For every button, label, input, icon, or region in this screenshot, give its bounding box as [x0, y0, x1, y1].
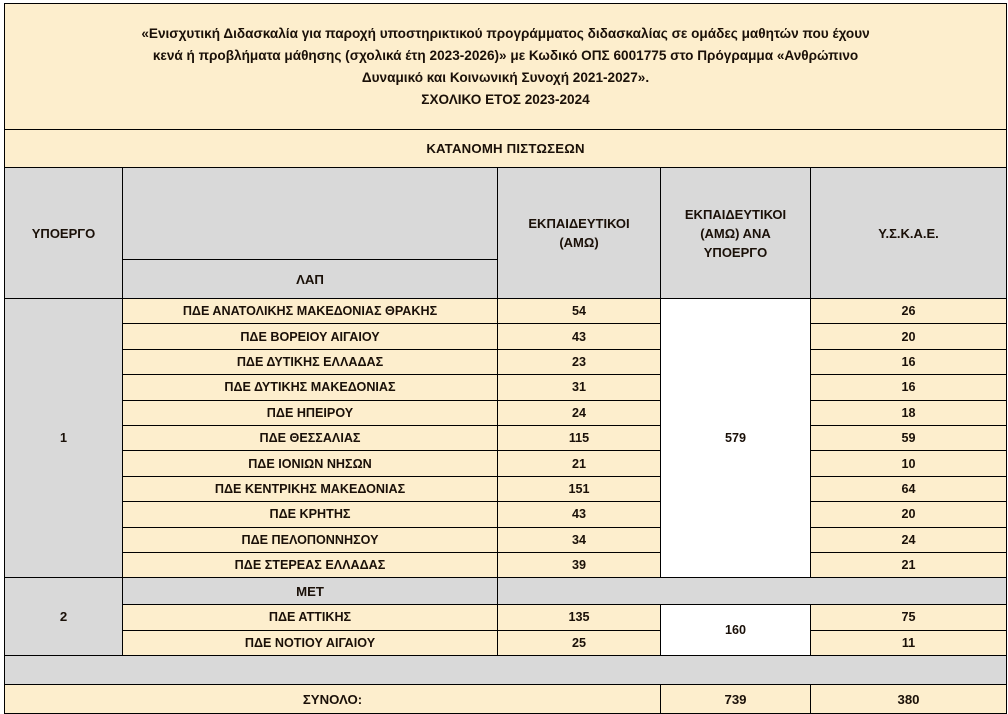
subtotal-amo-1: 579 [661, 299, 811, 578]
region-name: ΠΔΕ ΒΟΡΕΙΟΥ ΑΙΓΑΙΟΥ [123, 324, 498, 349]
table-row [5, 375, 1007, 400]
region-name: ΠΔΕ ΗΠΕΙΡΟΥ [123, 400, 498, 425]
group-label-met: ΜΕΤ [123, 578, 498, 605]
table-row [5, 451, 1007, 476]
amo-value: 31 [498, 375, 661, 400]
total-yskae: 380 [811, 685, 1007, 714]
table-body [5, 4, 1007, 714]
total-amo: 739 [661, 685, 811, 714]
region-name: ΠΔΕ ΚΕΝΤΡΙΚΗΣ ΜΑΚΕΔΟΝΙΑΣ [123, 476, 498, 501]
title-row [5, 4, 1007, 130]
header-teachers-amo-line1: ΕΚΠΑΙΔΕΥΤΙΚΟΙ [528, 216, 630, 231]
region-name: ΠΔΕ ΔΥΤΙΚΗΣ ΕΛΛΑΔΑΣ [123, 349, 498, 374]
header-subproject: ΥΠΟΕΡΓΟ [5, 168, 123, 299]
banner-label: ΚΑΤΑΝΟΜΗ ΠΙΣΤΩΣΕΩΝ [5, 130, 1007, 168]
yskae-value: 18 [811, 400, 1007, 425]
title-line-4: ΣΧΟΛΙΚΟ ΕΤΟΣ 2023-2024 [421, 91, 590, 107]
header-region-blank [123, 168, 498, 260]
spacer-cell [5, 656, 1007, 685]
table-row [5, 527, 1007, 552]
yskae-value: 64 [811, 476, 1007, 501]
amo-value: 54 [498, 299, 661, 324]
amo-value: 115 [498, 425, 661, 450]
title-line-3: Δυναμικό και Κοινωνική Συνοχή 2021-2027». [361, 69, 650, 85]
region-name: ΠΔΕ ΣΤΕΡΕΑΣ ΕΛΛΑΔΑΣ [123, 552, 498, 577]
total-label: ΣΥΝΟΛΟ: [5, 685, 661, 714]
yskae-value: 75 [811, 605, 1007, 630]
amo-value: 43 [498, 324, 661, 349]
header-per-subproject-line1: ΕΚΠΑΙΔΕΥΤΙΚΟΙ [684, 206, 787, 222]
yskae-value: 20 [811, 502, 1007, 527]
amo-value: 135 [498, 605, 661, 630]
amo-value: 43 [498, 502, 661, 527]
table-row [5, 425, 1007, 450]
table-row [5, 605, 1007, 630]
title-line-2: κενά ή προβλήματα μάθησης (σχολικά έτη 2023-2026)» με Κωδικό ΟΠΣ 6001775 στο Πρόγραμμα «Ανθρώπινο [152, 47, 859, 63]
yskae-value: 26 [811, 299, 1007, 324]
header-teachers-amo-line2: (ΑΜΩ) [559, 235, 599, 250]
title-line-1: «Ενισχυτική Διδασκαλία για παροχή υποστηρικτικού προγράμματος διδασκαλίας σε ομάδες μαθητών που έχουν [141, 25, 870, 41]
header-row [5, 168, 1007, 260]
amo-value: 151 [498, 476, 661, 501]
region-name: ΠΔΕ ΔΥΤΙΚΗΣ ΜΑΚΕΔΟΝΙΑΣ [123, 375, 498, 400]
region-name: ΠΔΕ ΠΕΛΟΠΟΝΝΗΣΟΥ [123, 527, 498, 552]
header-per-subproject-line3: ΥΠΟΕΡΓΟ [703, 244, 768, 260]
banner-row [5, 130, 1007, 168]
yskae-value: 21 [811, 552, 1007, 577]
table-row [5, 630, 1007, 655]
table-row [5, 502, 1007, 527]
amo-value: 24 [498, 400, 661, 425]
table-row [5, 349, 1007, 374]
region-name: ΠΔΕ ΑΝΑΤΟΛΙΚΗΣ ΜΑΚΕΔΟΝΙΑΣ ΘΡΑΚΗΣ [123, 299, 498, 324]
yskae-value: 11 [811, 630, 1007, 655]
header-teachers-amo [498, 168, 661, 299]
amo-value: 25 [498, 630, 661, 655]
credit-allocation-table [4, 3, 1007, 714]
region-name: ΠΔΕ ΚΡΗΤΗΣ [123, 502, 498, 527]
table-row [5, 299, 1007, 324]
subtotal-amo-2: 160 [661, 605, 811, 656]
yskae-value: 16 [811, 375, 1007, 400]
spacer-row [5, 656, 1007, 685]
amo-value: 23 [498, 349, 661, 374]
total-row [5, 685, 1007, 714]
table-row [5, 324, 1007, 349]
region-name: ΠΔΕ ΝΟΤΙΟΥ ΑΙΓΑΙΟΥ [123, 630, 498, 655]
table-row [5, 476, 1007, 501]
group-label-row-met [5, 578, 1007, 605]
amo-value: 21 [498, 451, 661, 476]
header-per-subproject-line2: (ΑΜΩ) ΑΝΑ [700, 225, 771, 241]
yskae-value: 59 [811, 425, 1007, 450]
subproject-number-2: 2 [5, 578, 123, 656]
table-row [5, 400, 1007, 425]
region-name: ΠΔΕ ΙΟΝΙΩΝ ΝΗΣΩΝ [123, 451, 498, 476]
header-teachers-per-subproject [661, 168, 811, 299]
document-title [5, 4, 1007, 130]
region-name: ΠΔΕ ΑΤΤΙΚΗΣ [123, 605, 498, 630]
yskae-value: 16 [811, 349, 1007, 374]
yskae-value: 20 [811, 324, 1007, 349]
yskae-value: 10 [811, 451, 1007, 476]
subproject-number-1: 1 [5, 299, 123, 578]
amo-value: 34 [498, 527, 661, 552]
region-name: ΠΔΕ ΘΕΣΣΑΛΙΑΣ [123, 425, 498, 450]
met-header-filler [498, 578, 1007, 605]
amo-value: 39 [498, 552, 661, 577]
group-label-lap: ΛΑΠ [123, 260, 498, 299]
yskae-value: 24 [811, 527, 1007, 552]
table-row [5, 552, 1007, 577]
header-yskae: Υ.Σ.Κ.Α.Ε. [811, 168, 1007, 299]
